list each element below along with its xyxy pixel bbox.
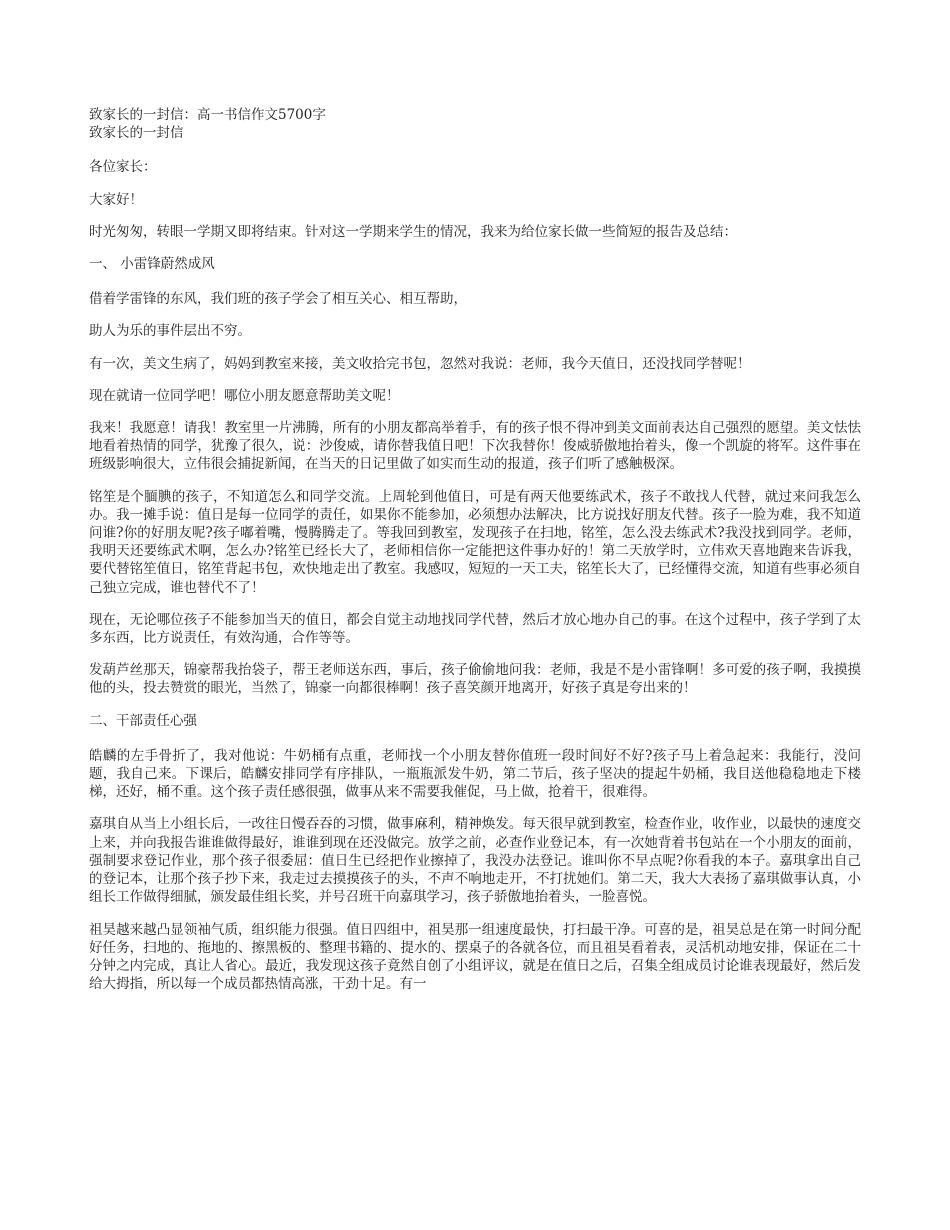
document-page	[89, 106, 861, 1007]
section-heading: 一、 小雷锋蔚然成风	[89, 256, 215, 273]
paragraph: 现在就请一位同学吧！哪位小朋友愿意帮助美文呢！	[89, 387, 400, 404]
paragraph: 皓麟的左手骨折了，我对他说：牛奶桶有点重，老师找一个小朋友替你值班一段时间好不好?孩子马上着急起来：我能行，没问题，我自己来。下课后，皓麟安排同学有序排队，一瓶瓶派发牛奶，第二节后，孩子坚决的提起牛奶桶，我目送他稳稳地走下楼梯，还好，桶不重。这个孩子责任感很强，做事从来不需要我催促，马上做，抢着干，很难得。	[89, 747, 861, 801]
greeting: 大家好！	[89, 191, 143, 208]
section-heading: 二、干部责任心强	[89, 712, 197, 729]
document-title: 致家长的一封信：高一书信作文5700字	[89, 107, 326, 123]
paragraph: 祖昊越来越凸显领袖气质，组织能力很强。值日四组中，祖昊那一组速度最快，打扫最干净。可喜的是，祖昊总是在第一时间分配好任务，扫地的、拖地的、擦黑板的、整理书籍的、提水的、摆桌子的各就各位，而且祖昊看着表，灵活机动地安排，保证在二十分钟之内完成，真让人省心。最近，我发现这孩子竟然自创了小组评议，就是在值日之后，召集全组成员讨论谁表现最好，然后发给大拇指，所以每一个成员都热情高涨，干劲十足。有一	[89, 921, 861, 993]
paragraph: 现在，无论哪位孩子不能参加当天的值日，都会自觉主动地找同学代替，然后才放心地办自己的事。在这个过程中，孩子学到了太多东西，比方说责任，有效沟通，合作等等。	[89, 611, 861, 647]
intro-paragraph: 时光匆匆，转眼一学期又即将结束。针对这一学期来学生的情况，我来为给位家长做一些简短的报告及总结：	[89, 223, 737, 240]
salutation: 各位家长：	[89, 159, 157, 176]
paragraph: 铭笙是个腼腆的孩子，不知道怎么和同学交流。上周轮到他值日，可是有两天他要练武术，孩子不敢找人代替，就过来问我怎么办。我一摊手说：值日是每一位同学的责任，如果你不能参加，必须想办法解决，比方说找好朋友代替。孩子一脸为难，我不知道问谁?你的好朋友呢?孩子嘟着嘴，慢腾腾走了。等我回到教室，发现孩子在扫地，铭笙，怎么没去练武术?我没找到同学。老师，我明天还要练武术啊，怎么办?铭笙已经长大了，老师相信你一定能把这件事办好的！第二天放学时，立伟欢天喜地跑来告诉我，要代替铭笙值日，铭笙背起书包，欢快地走出了教室。我感叹，短短的一天工夫，铭笙长大了，已经懂得交流，知道有些事必须自己独立完成，谁也替代不了！	[89, 488, 861, 596]
paragraph: 借着学雷锋的东风，我们班的孩子学会了相互关心、相互帮助，	[89, 291, 467, 308]
paragraph: 我来！我愿意！请我！教室里一片沸腾，所有的小朋友都高举着手，有的孩子恨不得冲到美文面前表达自己强烈的愿望。美文怯怯地看着热情的同学，犹豫了很久，说：沙俊威，请你替我值日吧！下次我替你！俊威骄傲地抬着头，像一个凯旋的将军。这件事在班级影响很大，立伟很会捕捉新闻，在当天的日记里做了如实而生动的报道，孩子们听了感触极深。	[89, 420, 861, 473]
paragraph: 嘉琪自从当上小组长后，一改往日慢吞吞的习惯，做事麻利，精神焕发。每天很早就到教室，检查作业，收作业，以最快的速度交上来，并向我报告谁谁做得最好，谁谁到现在还没做完。放学之前，必查作业登记本，有一次她背着书包站在一个小朋友的面前，强制要求登记作业，那个孩子很委屈：值日生已经把作业擦掉了，我没办法登记。谁叫你不早点呢?你看我的本子。嘉琪拿出自己的登记本，让那个孩子抄下来，我走过去摸摸孩子的头，不声不响地走开，不打扰她们。第二天，我大大表扬了嘉琪做事认真，小组长工作做得细腻，颁发最佳组长奖，并号召班干向嘉琪学习，孩子骄傲地抬着头，一脸喜悦。	[89, 816, 861, 906]
document-subtitle: 致家长的一封信	[89, 125, 184, 142]
paragraph: 发葫芦丝那天，锦豪帮我抬袋子，帮王老师送东西，事后，孩子偷偷地问我：老师，我是不是小雷锋啊！多可爱的孩子啊，我摸摸他的头，投去赞赏的眼光，当然了，锦豪一向都很棒啊！孩子喜笑颜开地离开，好孩子真是夸出来的！	[89, 662, 861, 697]
paragraph: 有一次，美文生病了，妈妈到教室来接，美文收拾完书包，忽然对我说：老师，我今天值日，还没找同学替呢！	[89, 355, 751, 372]
paragraph: 助人为乐的事件层出不穷。	[89, 323, 251, 340]
